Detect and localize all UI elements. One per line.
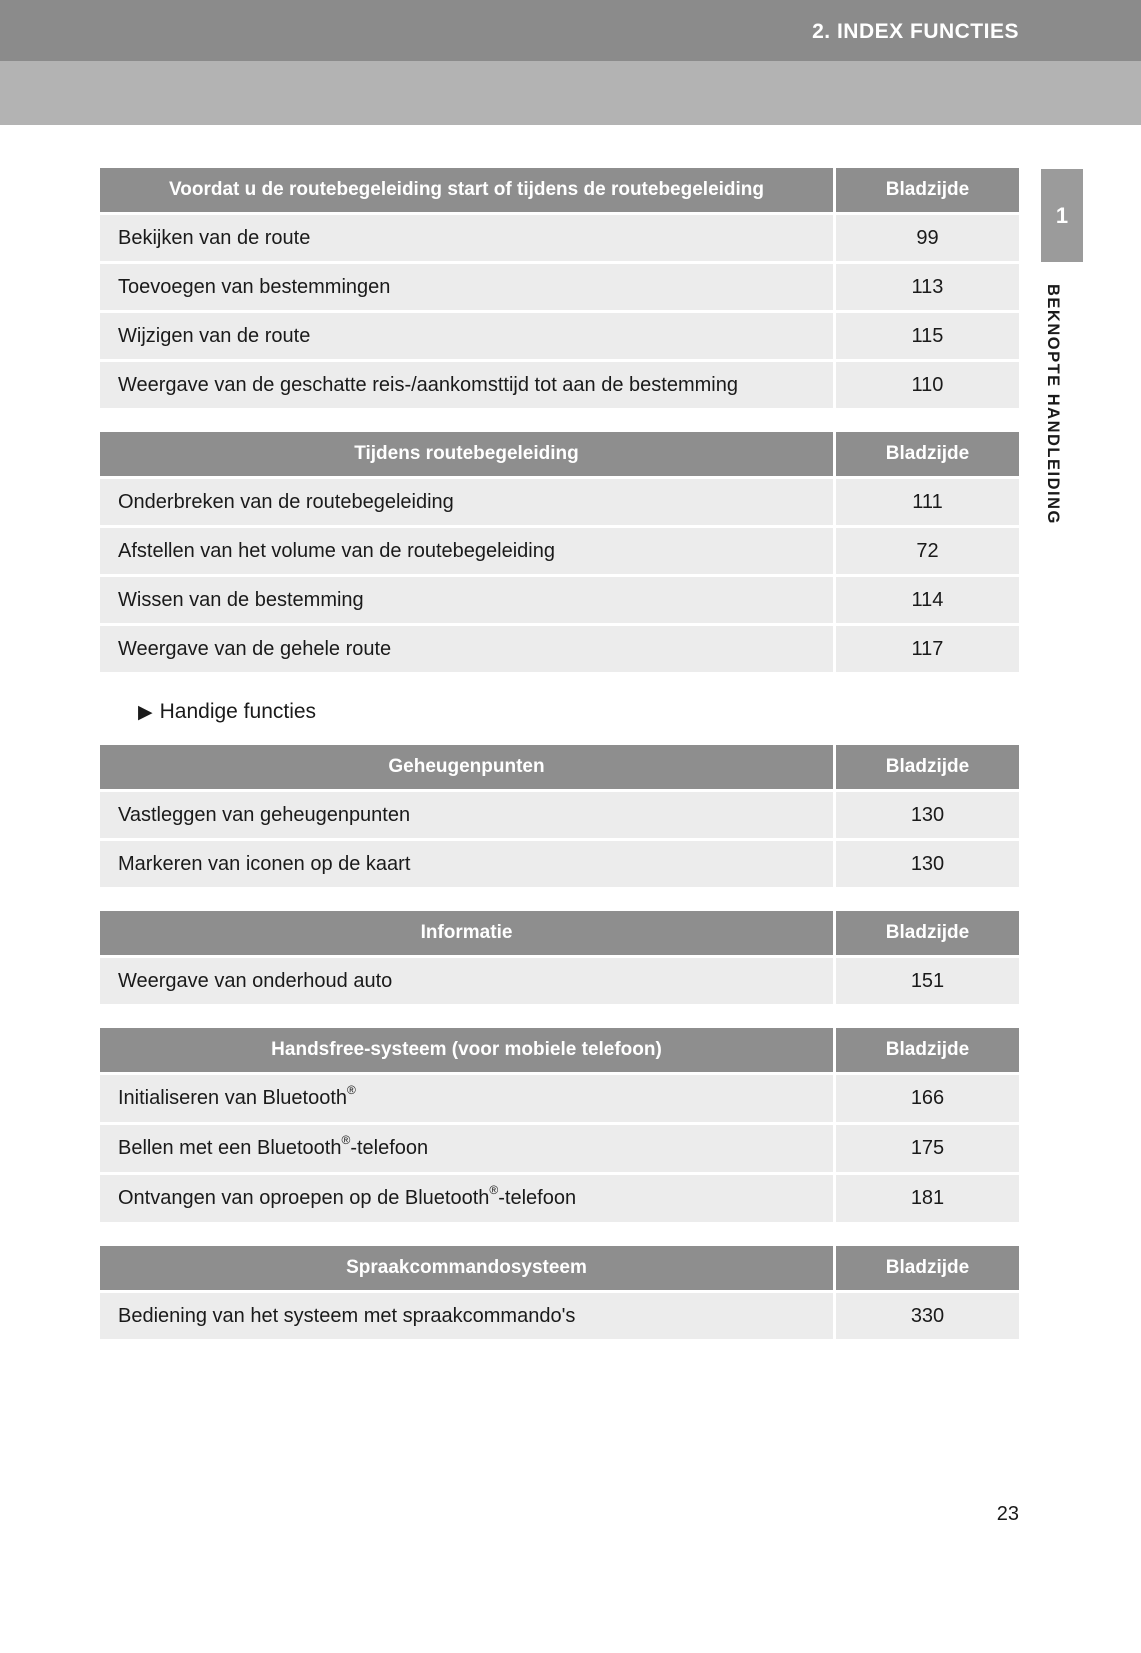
table-routebegeleiding-voordat xyxy=(100,168,1019,408)
table-title: Spraakcommandosysteem xyxy=(100,1246,833,1290)
label-pre: Bellen met een Bluetooth xyxy=(118,1137,342,1159)
page-title: 2. INDEX FUNCTIES xyxy=(812,20,1019,43)
section-heading-handige-functies xyxy=(138,696,1019,728)
page-column-header: Bladzijde xyxy=(836,432,1019,476)
page-column-header: Bladzijde xyxy=(836,1246,1019,1290)
top-header-bar xyxy=(0,0,1141,61)
table-row-label: Wissen van de bestemming xyxy=(100,577,833,623)
table-row-label: Toevoegen van bestemmingen xyxy=(100,264,833,310)
table-row-label: Wijzigen van de route xyxy=(100,313,833,359)
label-pre: Ontvangen van oproepen op de Bluetooth xyxy=(118,1187,490,1209)
table-row-label xyxy=(100,1125,833,1172)
table-row-page: 151 xyxy=(836,958,1019,1004)
header-sub-band xyxy=(0,61,1141,125)
table-row-label: Bekijken van de route xyxy=(100,215,833,261)
table-title: Voordat u de routebegeleiding start of tijdens de routebegeleiding xyxy=(100,168,833,212)
label-post: -telefoon xyxy=(498,1187,577,1209)
registered-trademark-symbol: ® xyxy=(347,1083,356,1098)
table-row-page: 111 xyxy=(836,479,1019,525)
label-pre: Initialiseren van Bluetooth xyxy=(118,1087,348,1109)
table-row-page: 114 xyxy=(836,577,1019,623)
registered-trademark-symbol: ® xyxy=(341,1133,351,1148)
table-row-page: 130 xyxy=(836,841,1019,887)
table-spraakcommandosysteem xyxy=(100,1246,1019,1339)
table-informatie xyxy=(100,911,1019,1004)
page-column-header: Bladzijde xyxy=(836,168,1019,212)
table-row-page: 72 xyxy=(836,528,1019,574)
table-title: Informatie xyxy=(100,911,833,955)
page-column-header: Bladzijde xyxy=(836,745,1019,789)
table-title: Tijdens routebegeleiding xyxy=(100,432,833,476)
table-row-page: 99 xyxy=(836,215,1019,261)
table-row-label: Markeren van iconen op de kaart xyxy=(100,841,833,887)
table-tijdens-routebegeleiding xyxy=(100,432,1019,672)
table-row-page: 115 xyxy=(836,313,1019,359)
table-title: Geheugenpunten xyxy=(100,745,833,789)
table-row-label: Vastleggen van geheugenpunten xyxy=(100,792,833,838)
table-row-label xyxy=(100,1075,833,1122)
section-heading-label: Handige functies xyxy=(159,700,317,723)
registered-trademark-symbol: ® xyxy=(489,1183,499,1198)
table-row-page: 175 xyxy=(836,1125,1019,1172)
main-content xyxy=(100,168,1019,1363)
table-row-page: 166 xyxy=(836,1075,1019,1122)
page-column-header: Bladzijde xyxy=(836,1028,1019,1072)
triangle-marker-icon: ▶ xyxy=(138,701,153,723)
row-label-text xyxy=(118,1083,356,1110)
table-row-label: Weergave van de gehele route xyxy=(100,626,833,672)
table-row-page: 330 xyxy=(836,1293,1019,1339)
table-row-page: 110 xyxy=(836,362,1019,408)
table-row-label: Weergave van de geschatte reis-/aankomsttijd tot aan de bestemming xyxy=(100,362,833,408)
label-post: -telefoon xyxy=(350,1137,429,1159)
page-column-header: Bladzijde xyxy=(836,911,1019,955)
table-handsfree-systeem xyxy=(100,1028,1019,1222)
table-row-page: 113 xyxy=(836,264,1019,310)
chapter-vertical-title: BEKNOPTE HANDLEIDING xyxy=(1044,284,1062,525)
page-number: 23 xyxy=(996,1503,1019,1525)
table-geheugenpunten xyxy=(100,745,1019,887)
table-row-page: 117 xyxy=(836,626,1019,672)
table-row-page: 130 xyxy=(836,792,1019,838)
row-label-text xyxy=(118,1183,577,1210)
table-title: Handsfree-systeem (voor mobiele telefoon) xyxy=(100,1028,833,1072)
table-row-label xyxy=(100,1175,833,1222)
table-row-label: Bediening van het systeem met spraakcommando's xyxy=(100,1293,833,1339)
chapter-number-tab: 1 xyxy=(1041,169,1083,262)
table-row-label: Onderbreken van de routebegeleiding xyxy=(100,479,833,525)
table-row-label: Weergave van onderhoud auto xyxy=(100,958,833,1004)
table-row-label: Afstellen van het volume van de routebegeleiding xyxy=(100,528,833,574)
table-row-page: 181 xyxy=(836,1175,1019,1222)
row-label-text xyxy=(118,1133,429,1160)
